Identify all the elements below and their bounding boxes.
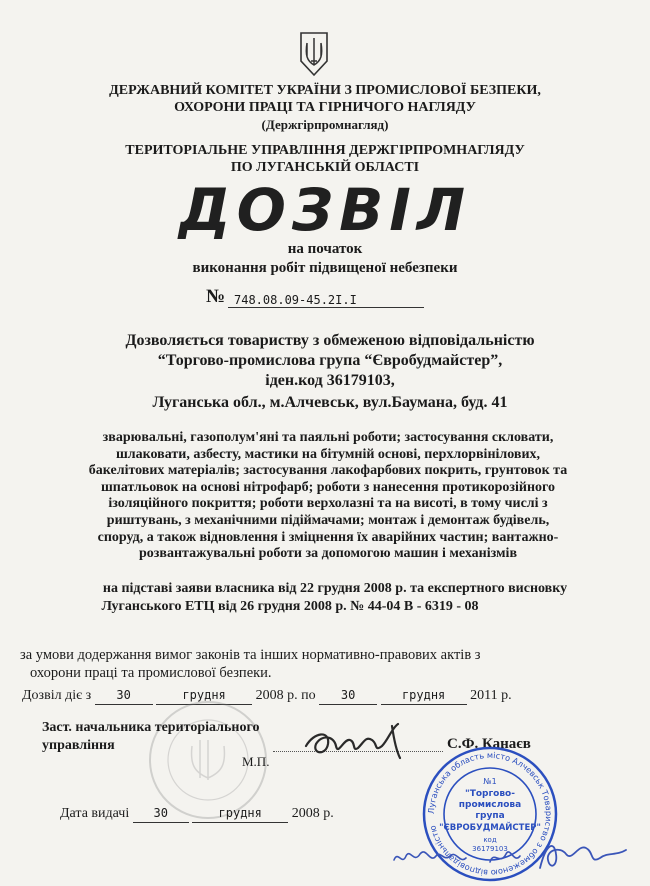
works-line: розвантажувальні роботи за допомогою машин і механізмів (139, 546, 517, 562)
valid-to-day: 30 (319, 686, 377, 705)
works-line: шпатльовок на основі нітрофарб; роботи з нанесення протикорозійного (100, 479, 556, 495)
signature-icon (300, 716, 410, 766)
seal-place-label: М.П. (242, 754, 270, 769)
validity-prefix: Дозвіл діє з (22, 688, 92, 703)
issue-day: 30 (133, 804, 189, 823)
works-line: бакелітових матеріалів; застосування лакофарбових покрить, грунтовок та (88, 463, 568, 479)
conditions-line-2: охорони праці та промислової безпеки. (30, 665, 272, 681)
valid-to-month: грудня (381, 686, 467, 705)
valid-from-year: 2008 р. по (255, 688, 316, 703)
subtitle-line-2: виконання робіт підвищеної небезпеки (192, 260, 458, 276)
basis-line-2: Луганського ЕТЦ від 26 грудня 2008 р. № 44-04 В - 6319 - 08 (101, 599, 479, 614)
permit-number: 748.08.09-45.2I.I (228, 293, 424, 308)
stamp-line-4: "ЄВРОБУДМАЙСТЕР" (439, 823, 541, 833)
stamp-number: №1 (483, 777, 497, 786)
works-line: шлаковати, азбесту, мастики на бітумній основі, перхлорвінілових, (115, 446, 541, 462)
works-line: зварювальні, газополум'яні та паяльні роботи; застосування скловати, (102, 430, 554, 445)
valid-to-year: 2011 р. (470, 688, 512, 703)
header-line-2: ОХОРОНИ ПРАЦІ ТА ГІРНИЧОГО НАГЛЯДУ (174, 100, 476, 115)
works-line: споруд, а також відновлення і зміцнення їх аварійних частин; вантажно- (97, 529, 559, 545)
subtitle-line-1: на початок (287, 241, 363, 257)
works-line: ізоляційного покриття; роботи верхолазні та на висоті, в тому числі з (108, 496, 548, 512)
document-title: ДОЗВІЛ (178, 176, 472, 244)
signer-title-line-2: управління (42, 738, 115, 753)
conditions-line-1: за умови додержання вимог законів та інших нормативно-правових актів з (20, 647, 481, 663)
issue-year: 2008 р. (291, 806, 334, 821)
stamp-line-1: "Торгово- (465, 789, 515, 799)
basis-line-1: на підставі заяви власника від 22 грудня 2008 р. та експертного висновку (102, 581, 568, 596)
trident-emblem-icon (299, 31, 329, 77)
handwritten-copy-note-icon (390, 830, 640, 880)
works-line: риштувань, з механічними підіймачами; монтаж і демонтаж будівель, (106, 512, 550, 528)
signer-name: С.Ф. Канаєв (447, 736, 531, 752)
signer-title-line-1: Заст. начальника територіального (42, 720, 260, 735)
grant-line-3: іден.код 36179103, (265, 372, 395, 389)
stamp-line-3: група (475, 811, 505, 821)
stamp-line-2: промислова (458, 800, 522, 810)
grant-line-2: “Торгово-промислова група “Євробудмайстер”, (157, 352, 503, 369)
issue-date-row (60, 804, 334, 823)
header-line-4: ТЕРИТОРІАЛЬНЕ УПРАВЛІННЯ ДЕРЖГІРПРОМНАГЛЯДУ (125, 143, 525, 158)
stamp-line-6: 36179103 (472, 845, 508, 853)
works-list (60, 430, 596, 563)
grant-line-1: Дозволяється товариству з обмеженою відповідальністю (125, 332, 535, 349)
grant-line-4: Луганська обл., м.Алчевськ, вул.Баумана, буд. 41 (152, 394, 508, 411)
header-line-3: (Держгірпромнагляд) (261, 117, 389, 132)
issue-month: грудня (192, 804, 288, 823)
stamp-ring-text: Луганська область місто Алчевськ Товариство з обмеженою відповідальністю (425, 749, 555, 879)
signer-title (42, 719, 259, 755)
valid-from-day: 30 (95, 686, 153, 705)
issue-date-prefix: Дата видачі (60, 806, 130, 821)
number-label: № (206, 286, 226, 307)
header-line-5: ПО ЛУГАНСЬКІЙ ОБЛАСТІ (230, 160, 420, 175)
conditions (20, 646, 580, 682)
valid-from-month: грудня (156, 686, 252, 705)
header-line-1: ДЕРЖАВНИЙ КОМІТЕТ УКРАЇНИ З ПРОМИСЛОВОЇ БЕЗПЕКИ, (109, 83, 541, 98)
stamp-line-5: код (483, 836, 497, 844)
